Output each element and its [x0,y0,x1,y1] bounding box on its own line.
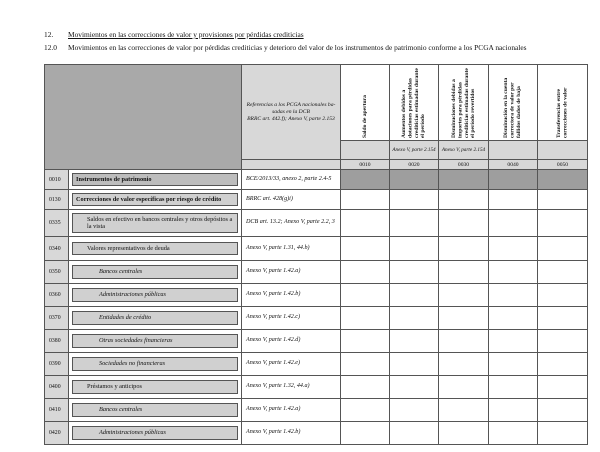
data-cell-0390-0050[interactable] [538,353,588,376]
column-label: Disminuciones debidas a importes para pérdidas crediticias estimadas durante el período revertidos [450,67,476,138]
data-cell-0130-0030[interactable] [439,190,489,210]
data-cell-0360-0010[interactable] [341,284,390,307]
data-cell-0360-0040[interactable] [489,284,538,307]
column-label: Saldo de apertura [361,94,368,138]
ref-header-line1: Referencias a los PCGA nacionales ba- [246,101,336,108]
row-label [69,376,242,399]
table-row [45,210,588,237]
row-code: 0010 [45,170,69,190]
row-label-text: Sociedades no financieras [72,357,238,370]
table-row [45,376,588,399]
table-row [45,307,588,330]
data-cell-0010-0010 [341,170,390,190]
row-label [69,399,242,422]
data-cell-0400-0040[interactable] [489,376,538,399]
row-reference: Anexo V, parte 1.32, 44.a) [242,376,341,399]
data-cell-0390-0040[interactable] [489,353,538,376]
subsection-title: Movimientos en las correcciones de valor por pérdidas crediticias y deterioro del valor de los instrumentos de patrimonio conforme a los PCGA nacionales [68,43,527,52]
table-row [45,284,588,307]
data-cell-0350-0050[interactable] [538,261,588,284]
data-cell-0010-0030 [439,170,489,190]
column-code: 0020 [390,160,439,170]
row-reference: Anexo V, parte 1.42.e) [242,353,341,376]
table-row [45,422,588,445]
data-cell-0335-0020[interactable] [390,210,439,237]
row-code: 0335 [45,210,69,237]
row-label-text: Bancos centrales [72,403,238,416]
data-cell-0400-0050[interactable] [538,376,588,399]
row-reference: Anexo V, parte 1.42.b) [242,422,341,445]
data-cell-0340-0050[interactable] [538,237,588,261]
column-reference: Anexo V, parte 2.154 [390,141,439,160]
column-reference [341,141,390,160]
row-code: 0380 [45,330,69,353]
row-label-text: Bancos centrales [72,265,238,278]
row-label-text: Préstamos y anticipos [72,380,238,393]
table-row [45,353,588,376]
table-row [45,190,588,210]
data-cell-0420-0050[interactable] [538,422,588,445]
data-cell-0130-0050[interactable] [538,190,588,210]
data-cell-0350-0040[interactable] [489,261,538,284]
table-row [45,170,588,190]
data-cell-0390-0030[interactable] [439,353,489,376]
column-header-0040 [489,65,538,141]
row-code: 0350 [45,261,69,284]
row-reference: BRRC art. 428(g)i) [242,190,341,210]
data-cell-0400-0030[interactable] [439,376,489,399]
data-cell-0130-0040[interactable] [489,190,538,210]
data-cell-0380-0040[interactable] [489,330,538,353]
data-cell-0420-0010[interactable] [341,422,390,445]
row-label [69,422,242,445]
column-header-0020 [390,65,439,141]
data-cell-0010-0020 [390,170,439,190]
data-cell-0335-0010[interactable] [341,210,390,237]
section-number: 12. [44,30,54,39]
row-code: 0420 [45,422,69,445]
column-label: Transferencias entre correcciones de valor [556,86,569,138]
ref-header-line3: BRRC art. 442.f); Anexo V, parte 2.153 [247,115,335,122]
data-cell-0420-0020[interactable] [390,422,439,445]
data-cell-0340-0010[interactable] [341,237,390,261]
row-label [69,190,242,210]
row-code: 0370 [45,307,69,330]
data-cell-0410-0050[interactable] [538,399,588,422]
column-label: Disminución en la cuenta correctora de valor por fallidos dados de baja [503,77,523,138]
data-cell-0335-0030[interactable] [439,210,489,237]
data-cell-0370-0050[interactable] [538,307,588,330]
column-header-0030 [439,65,489,141]
row-reference: Anexo V, parte 1.42.a) [242,261,341,284]
data-cell-0340-0040[interactable] [489,237,538,261]
data-cell-0380-0010[interactable] [341,330,390,353]
data-cell-0370-0020[interactable] [390,307,439,330]
row-code: 0400 [45,376,69,399]
data-cell-0370-0030[interactable] [439,307,489,330]
data-cell-0410-0030[interactable] [439,399,489,422]
column-code: 0040 [489,160,538,170]
data-cell-0360-0020[interactable] [390,284,439,307]
data-cell-0410-0040[interactable] [489,399,538,422]
row-label-text: Correcciones de valor específicas por riesgo de crédito [72,193,238,206]
row-code: 0360 [45,284,69,307]
row-label [69,237,242,261]
row-label-text: Entidades de crédito [72,311,238,324]
column-reference: Anexo V, parte 2.154 [439,141,489,160]
data-cell-0335-0040[interactable] [489,210,538,237]
row-label-text: Administraciones públicas [72,426,238,439]
row-label [69,261,242,284]
subsection-number: 12.0 [44,43,57,52]
data-cell-0420-0040[interactable] [489,422,538,445]
data-cell-0390-0010[interactable] [341,353,390,376]
data-cell-0130-0020[interactable] [390,190,439,210]
data-cell-0340-0030[interactable] [439,237,489,261]
data-cell-0400-0020[interactable] [390,376,439,399]
data-cell-0380-0030[interactable] [439,330,489,353]
data-cell-0400-0010[interactable] [341,376,390,399]
header-corner [45,65,242,170]
column-code: 0010 [341,160,390,170]
data-cell-0410-0010[interactable] [341,399,390,422]
data-cell-0360-0030[interactable] [439,284,489,307]
header-row [45,65,588,141]
data-cell-0380-0020[interactable] [390,330,439,353]
table-row [45,330,588,353]
section-title: Movimientos en las correcciones de valor y provisiones por pérdidas crediticias [68,30,304,39]
row-label-text: Saldos en efectivo en bancos centrales y otros depósitos a la vista [72,213,238,234]
row-label-text: Administraciones públicas [72,288,238,301]
ref-header [242,65,341,160]
row-code: 0130 [45,190,69,210]
row-label [69,353,242,376]
data-cell-0390-0020[interactable] [390,353,439,376]
ref-code-blank [242,160,341,170]
row-reference: Anexo V, parte 1.42.b) [242,284,341,307]
column-header-0010 [341,65,390,141]
column-reference [489,141,538,160]
data-cell-0010-0050 [538,170,588,190]
data-cell-0130-0010[interactable] [341,190,390,210]
row-code: 0340 [45,237,69,261]
row-label-text: Valores representativos de deuda [72,242,238,255]
row-label [69,210,242,237]
row-code: 0410 [45,399,69,422]
section-heading-12 [44,30,304,40]
row-reference: BCE/2013/33, anexo 2, parte 2.4-5 [242,170,341,190]
table-row [45,237,588,261]
data-cell-0370-0040[interactable] [489,307,538,330]
table-row [45,399,588,422]
row-reference: DCB art. 13.2; Anexo V, parte 2.2, 3 [242,210,341,237]
data-cell-0410-0020[interactable] [390,399,439,422]
row-reference: Anexo V, parte 1.31, 44.b) [242,237,341,261]
data-cell-0370-0010[interactable] [341,307,390,330]
row-label-text: Instrumentos de patrimonio [72,173,238,186]
row-reference: Anexo V, parte 1.42.d) [242,330,341,353]
column-code: 0050 [538,160,588,170]
data-cell-0350-0020[interactable] [390,261,439,284]
column-label: Aumentos debidos a dotaciones para pérdidas crediticias estimadas durante el período [401,67,427,138]
template-table [44,64,588,445]
row-reference: Anexo V, parte 1.42.c) [242,307,341,330]
data-cell-0335-0050[interactable] [538,210,588,237]
data-cell-0380-0050[interactable] [538,330,588,353]
row-code: 0390 [45,353,69,376]
row-label [69,170,242,190]
ref-header-line2: sadas en la DCB [272,108,310,115]
data-cell-0010-0040 [489,170,538,190]
row-label [69,284,242,307]
data-cell-0420-0030[interactable] [439,422,489,445]
row-label [69,330,242,353]
row-reference: Anexo V, parte 1.42.a) [242,399,341,422]
data-cell-0340-0020[interactable] [390,237,439,261]
table-row [45,261,588,284]
column-header-0050 [538,65,588,141]
data-cell-0350-0010[interactable] [341,261,390,284]
data-cell-0350-0030[interactable] [439,261,489,284]
column-reference [538,141,588,160]
subsection-heading-12-0 [44,43,527,53]
row-label [69,307,242,330]
data-cell-0360-0050[interactable] [538,284,588,307]
column-code: 0030 [439,160,489,170]
row-label-text: Otras sociedades financieras [72,334,238,347]
